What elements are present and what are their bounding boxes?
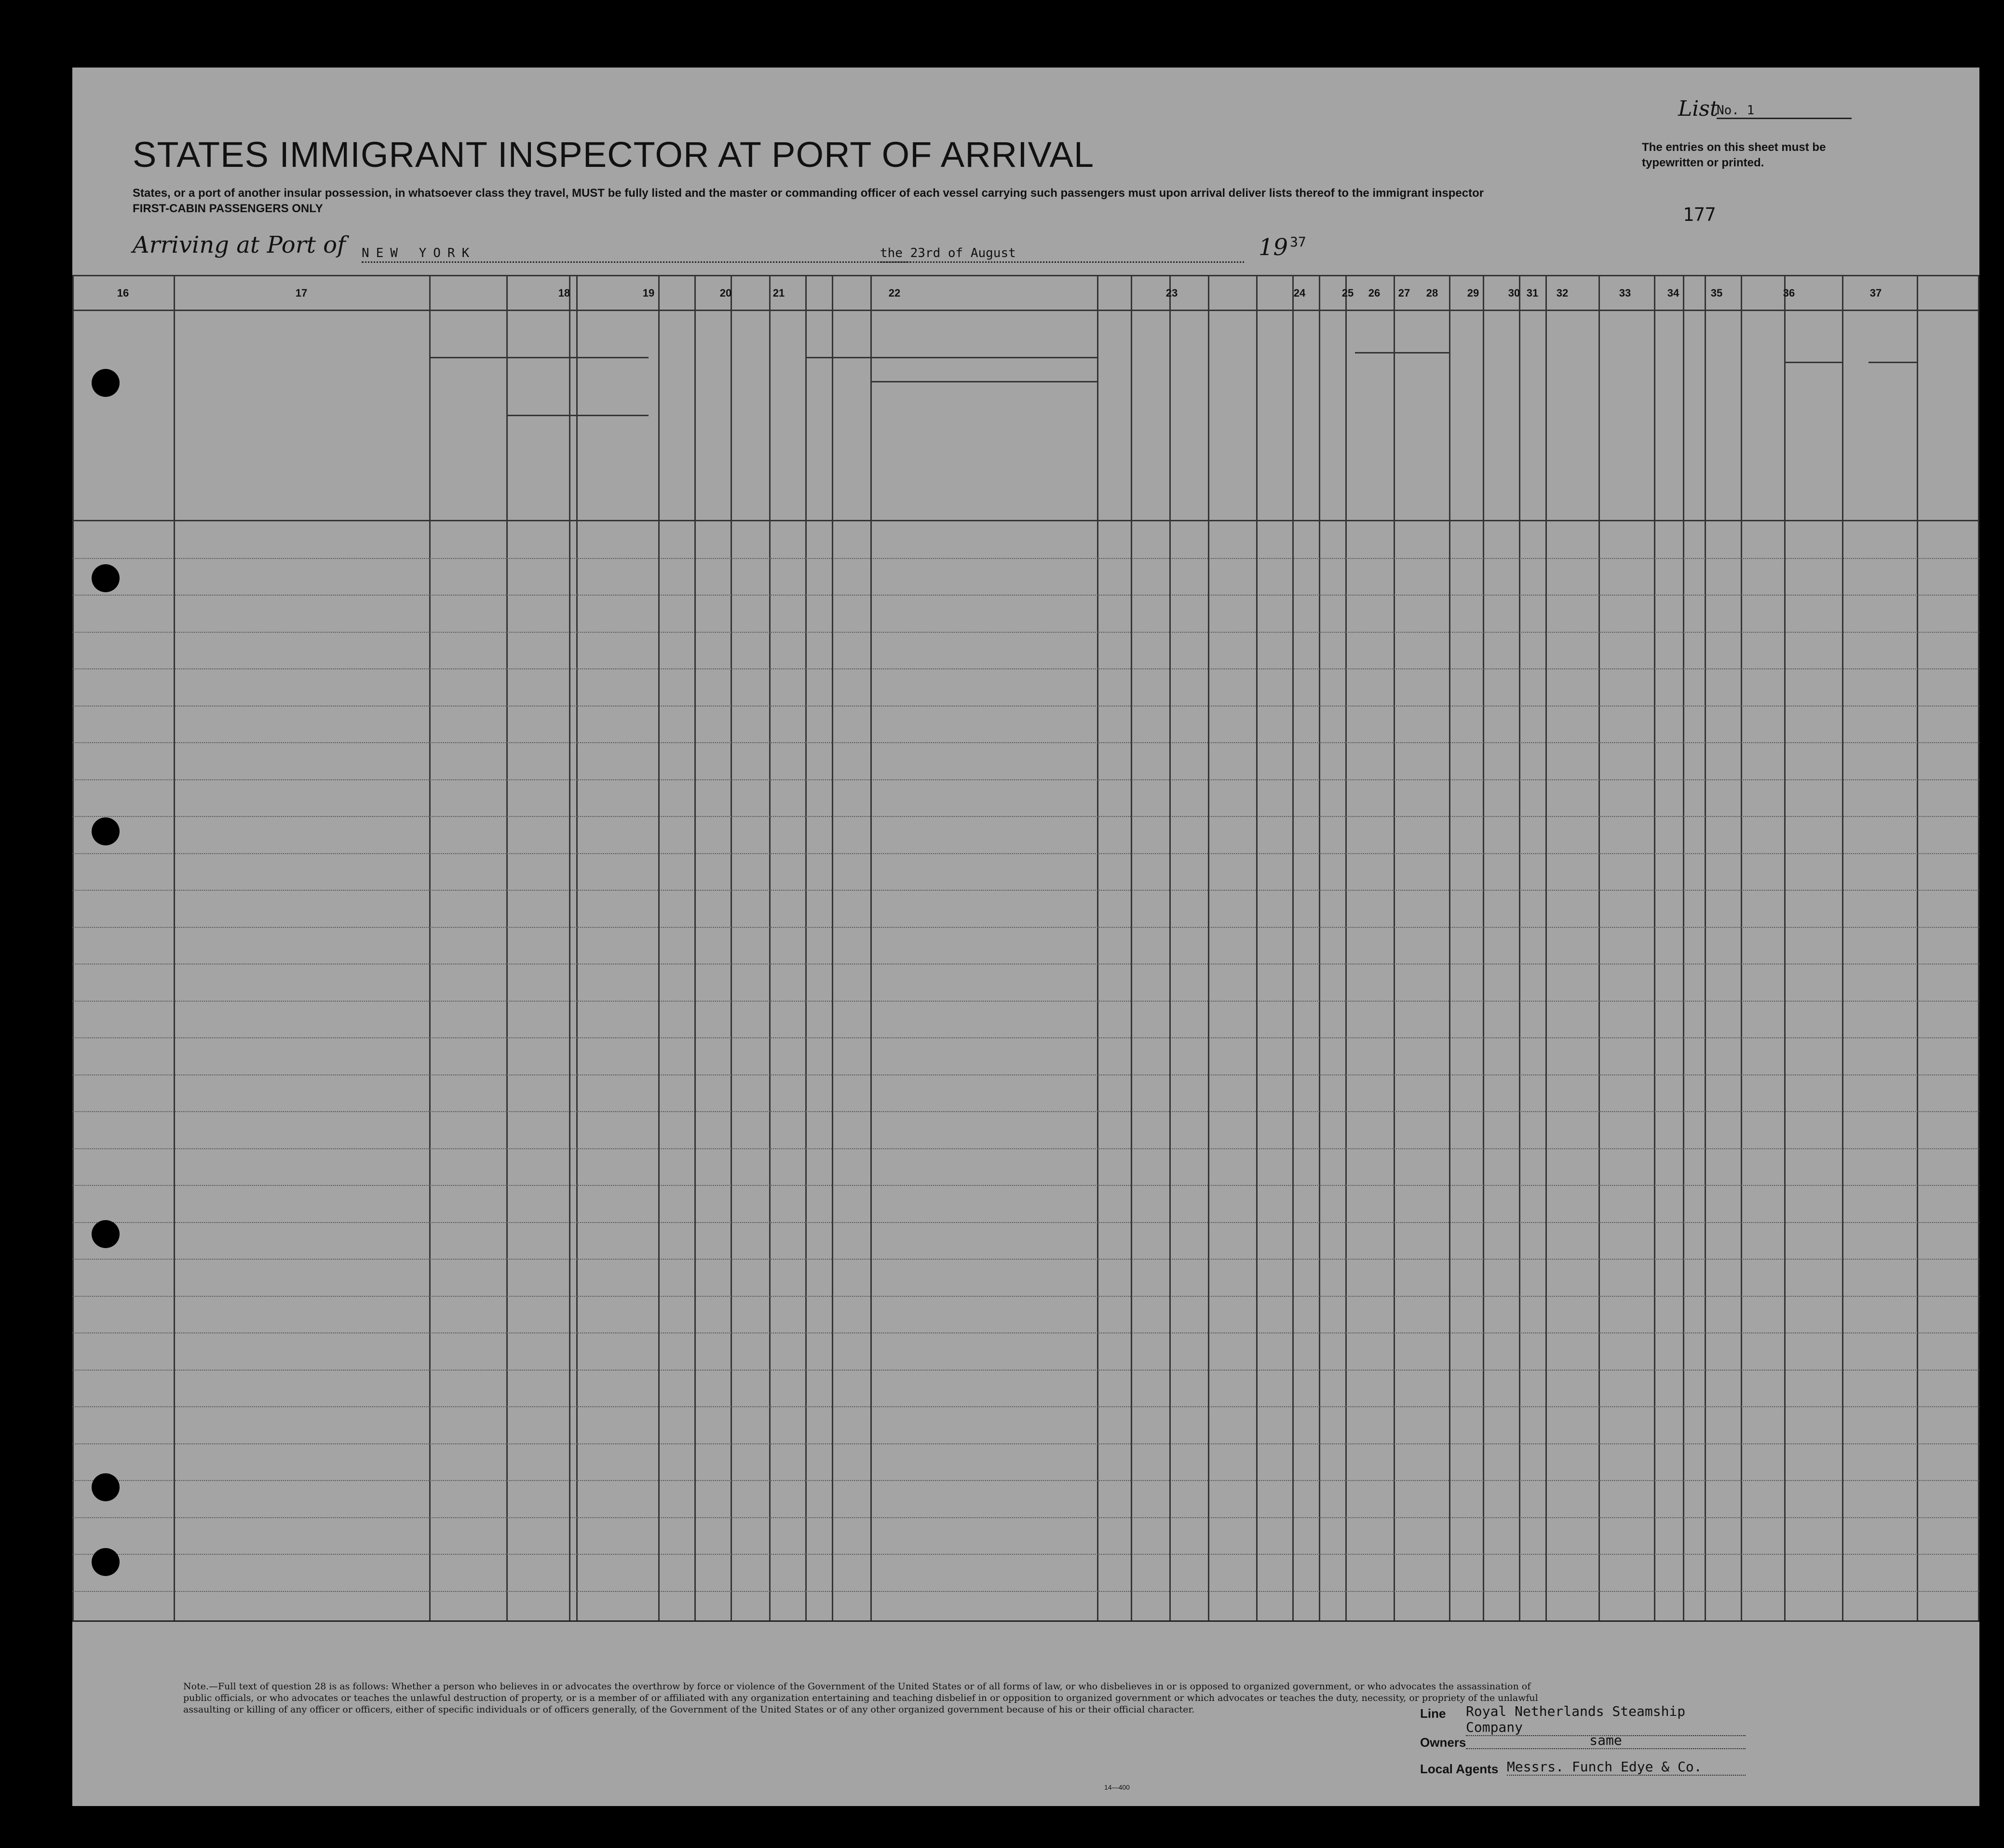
header-excluded xyxy=(1656,318,1680,511)
row-divider xyxy=(72,1259,1979,1260)
arriving-label: Arriving at Port of xyxy=(133,231,346,258)
date-underline xyxy=(878,261,1244,263)
column-number: 34 xyxy=(1667,287,1679,299)
form-code: 14—400 xyxy=(1104,1783,1130,1791)
column-number: 24 xyxy=(1293,287,1306,299)
grid-column-rule xyxy=(576,275,578,1620)
subrule-final-destination xyxy=(429,357,649,358)
row-divider xyxy=(72,1296,1979,1297)
grid-column-rule xyxy=(1256,275,1258,1620)
row-divider xyxy=(72,1554,1979,1555)
grid-column-rule xyxy=(1741,275,1742,1620)
column-number: 27 xyxy=(1398,287,1410,299)
header-inches xyxy=(1815,448,1837,502)
row-divider xyxy=(72,558,1979,559)
manifest-sheet xyxy=(72,68,1979,1806)
header-polygamist xyxy=(1488,318,1514,511)
grid-column-rule xyxy=(1097,275,1098,1620)
grid-column-rule xyxy=(1483,275,1484,1620)
grid-column-rule xyxy=(1292,275,1294,1620)
row-divider xyxy=(72,1222,1979,1223)
class-line: FIRST-CABIN PASSENGERS ONLY xyxy=(133,202,323,215)
row-divider xyxy=(72,1185,1979,1186)
grid-column-rule xyxy=(1319,275,1320,1620)
header-feet xyxy=(1789,448,1811,502)
page-title: STATES IMMIGRANT INSPECTOR AT PORT OF ARRIVAL xyxy=(133,135,1095,175)
row-divider xyxy=(72,816,1979,817)
grid-column-rule xyxy=(694,275,696,1620)
grid-column-rule xyxy=(1169,275,1171,1620)
row-divider xyxy=(72,1406,1979,1407)
header-anarchist xyxy=(1521,318,1543,511)
row-divider xyxy=(72,853,1979,854)
grid-column-rule xyxy=(1917,275,1918,1620)
row-divider xyxy=(72,890,1979,891)
binder-hole xyxy=(92,369,120,397)
grid-column-rule xyxy=(506,275,508,1620)
row-divider xyxy=(72,1443,1979,1444)
grid-column-rule xyxy=(1784,275,1786,1620)
instruction-body: States, or a port of another insular possession, in whatsoever class they travel, MUST be fully listed and the master or commanding officer of each vessel carrying such passengers must upon arrival deliver lists thereof to the immigrant inspector xyxy=(133,187,1484,200)
list-number: No. 1 xyxy=(1717,103,1852,119)
year-prefix: 19 xyxy=(1259,234,1288,261)
column-number: 17 xyxy=(295,287,308,299)
row-divider xyxy=(72,1074,1979,1075)
header-purpose-a xyxy=(1357,357,1384,516)
row-divider xyxy=(72,964,1979,965)
header-overthrow xyxy=(1550,318,1594,511)
grid-column-rule xyxy=(832,275,833,1620)
grid-column-rule xyxy=(1345,275,1347,1620)
grid-top-rule xyxy=(72,275,1979,276)
binder-hole xyxy=(92,564,120,592)
row-divider xyxy=(72,632,1979,633)
row-divider xyxy=(72,706,1979,707)
row-divider xyxy=(72,1001,1979,1002)
agents-value: Messrs. Funch Edye & Co. xyxy=(1507,1759,1746,1776)
row-divider xyxy=(72,1111,1979,1112)
header-complexion xyxy=(1847,371,1866,487)
row-divider xyxy=(72,1148,1979,1149)
row-divider xyxy=(72,779,1979,780)
header-ticket xyxy=(653,318,682,511)
subrule-before-us xyxy=(805,357,1097,358)
subrule-if-yes xyxy=(870,381,1097,382)
subrule-usa xyxy=(506,415,649,416)
grid-column-rule xyxy=(1598,275,1600,1620)
row-divider xyxy=(72,1332,1979,1333)
grid-column-rule xyxy=(1654,275,1655,1620)
column-number: 28 xyxy=(1426,287,1438,299)
column-number: 16 xyxy=(117,287,129,299)
grid-column-rule xyxy=(870,275,872,1620)
instruction-text xyxy=(133,186,1637,217)
column-number: 20 xyxy=(719,287,732,299)
header-bottom-rule xyxy=(72,520,1979,521)
column-number: 33 xyxy=(1619,287,1631,299)
grid-column-rule xyxy=(805,275,807,1620)
grid-column-rule xyxy=(569,275,570,1620)
port-value: NEW YORK xyxy=(362,246,476,260)
column-number: 35 xyxy=(1710,287,1723,299)
row-divider xyxy=(72,927,1979,928)
row-divider xyxy=(72,1480,1979,1481)
line-label: Line xyxy=(1420,1706,1446,1721)
agents-label: Local Agents xyxy=(1420,1762,1499,1776)
header-prison xyxy=(1451,318,1480,511)
row-divider xyxy=(72,1517,1979,1518)
grid-column-rule xyxy=(1842,275,1843,1620)
binder-hole xyxy=(92,1548,120,1576)
grid-column-rule xyxy=(731,275,732,1620)
column-number: 36 xyxy=(1783,287,1795,299)
grid-column-rule xyxy=(174,275,175,1620)
column-number: 21 xyxy=(772,287,785,299)
line-value: Royal Netherlands Steamship Company xyxy=(1466,1703,1746,1736)
footnote: Note.—Full text of question 28 is as follows: Whether a person who believes in or advocates the overthrow by force or violence of the Government of the United States or of all forms of law, or who disbelieves in or is opposed to organized government, or who advocates the assassination of public officials, or who advocates or teaches the unlawful destruction of property, or is a member of or affiliated with any organization entertaining and teaching disbelief in or opposition to organized government or which advocates or teaches the duty, necessity, or propriety of the unlawful assaulting or killing of any officer or officers, either of specific individuals or of officers generally, of the Government of the United States or of any other organized government because of his or their official character. xyxy=(183,1681,1538,1715)
column-number: 32 xyxy=(1556,287,1569,299)
owners-label: Owners xyxy=(1420,1735,1466,1750)
grid-column-rule xyxy=(1519,275,1520,1620)
column-number: 19 xyxy=(642,287,655,299)
header-purpose-b xyxy=(1389,357,1413,516)
column-number-rule xyxy=(72,310,1979,311)
column-number: 22 xyxy=(888,287,901,299)
manifest-grid xyxy=(72,275,1979,1620)
binder-hole xyxy=(92,1473,120,1501)
grid-column-rule xyxy=(769,275,771,1620)
row-divider xyxy=(72,1591,1979,1592)
row-divider xyxy=(72,668,1979,669)
sheet-number: 177 xyxy=(1683,204,1716,225)
header-purpose-c xyxy=(1418,357,1444,516)
column-number: 26 xyxy=(1368,287,1381,299)
grid-column-rule xyxy=(1208,275,1209,1620)
column-number: 30 xyxy=(1508,287,1520,299)
row-divider xyxy=(72,1037,1979,1038)
binder-hole xyxy=(92,1220,120,1248)
list-note: The entries on this sheet must be typewritten or printed. xyxy=(1642,141,1826,169)
subrule-height xyxy=(1784,362,1842,363)
header-labor-offer xyxy=(1601,318,1649,511)
list-label: List xyxy=(1678,96,1719,121)
grid-border-left xyxy=(72,275,74,1620)
column-number: 23 xyxy=(1165,287,1178,299)
grid-column-rule xyxy=(1705,275,1706,1620)
header-deported xyxy=(1684,318,1704,511)
bottom-rule xyxy=(72,1620,1979,1622)
binder-hole xyxy=(92,817,120,845)
owners-value: same xyxy=(1466,1732,1746,1749)
column-number: 25 xyxy=(1341,287,1354,299)
row-divider xyxy=(72,742,1979,743)
grid-column-rule xyxy=(429,275,431,1620)
grid-column-rule xyxy=(1545,275,1547,1620)
grid-border-right xyxy=(1978,275,1979,1620)
header-money xyxy=(808,318,829,511)
port-underline xyxy=(362,261,911,263)
column-number: 31 xyxy=(1526,287,1539,299)
date-value: the 23rd of August xyxy=(880,246,1016,260)
grid-column-rule xyxy=(1449,275,1450,1620)
column-number: 18 xyxy=(558,287,570,299)
column-number: 29 xyxy=(1467,287,1479,299)
subrule-purpose xyxy=(1355,352,1449,353)
subrule-color xyxy=(1869,362,1917,363)
grid-column-rule xyxy=(1131,275,1132,1620)
row-divider xyxy=(72,595,1979,596)
column-number: 37 xyxy=(1869,287,1882,299)
year-suffix: 37 xyxy=(1290,234,1306,250)
row-divider xyxy=(72,1370,1979,1371)
